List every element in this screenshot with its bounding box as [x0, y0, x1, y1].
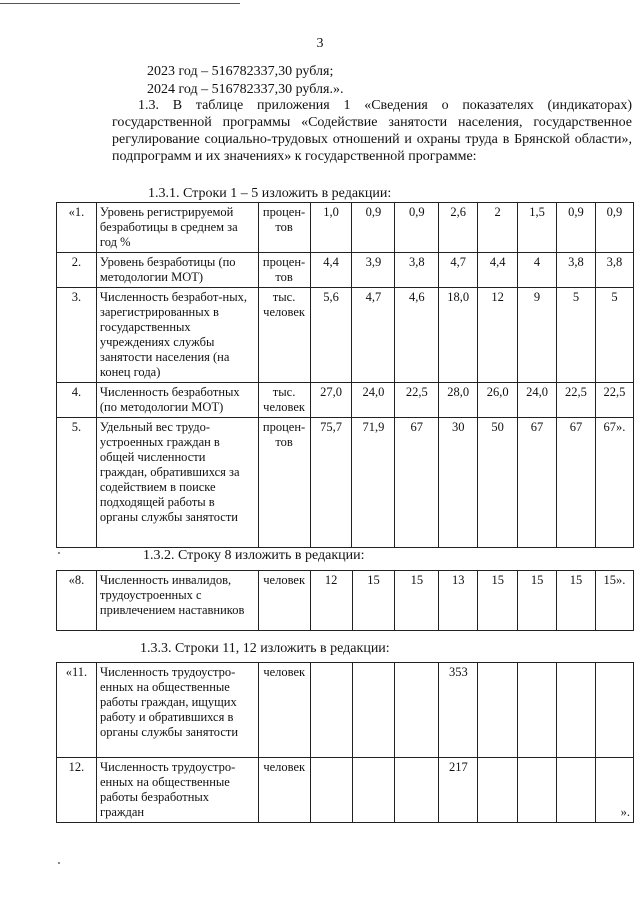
value-cell: 4 [518, 253, 557, 288]
value-cell: 15 [395, 571, 439, 631]
value-cell: 4,7 [352, 288, 395, 383]
page-number: 3 [316, 36, 324, 51]
value-cell [595, 663, 633, 758]
value-cell: 12 [478, 288, 518, 383]
value-cell: 26,0 [478, 383, 518, 418]
value-cell [557, 758, 596, 823]
value-cell: 4,7 [439, 253, 478, 288]
value-cell: 15 [557, 571, 596, 631]
value-cell [395, 663, 439, 758]
scan-speck [58, 552, 60, 554]
indicator-name-cell: Уровень регистрируемой безработицы в среднем за год % [96, 203, 258, 253]
subsection-1-3-3: 1.3.3. Строки 11, 12 изложить в редакции: [140, 641, 390, 656]
value-cell: 3,9 [352, 253, 395, 288]
value-cell [352, 663, 395, 758]
paragraph-1-3 [112, 97, 632, 165]
unit-cell: тыс. человек [258, 383, 310, 418]
value-cell: 18,0 [439, 288, 478, 383]
value-cell: 22,5 [595, 383, 633, 418]
indicator-name-cell: Численность безработных (по методологии МОТ) [96, 383, 258, 418]
unit-cell: человек [258, 571, 310, 631]
value-cell: 28,0 [439, 383, 478, 418]
value-cell: 22,5 [557, 383, 596, 418]
value-cell: 353 [439, 663, 478, 758]
value-cell [518, 758, 557, 823]
value-cell: 30 [439, 418, 478, 548]
row-number-cell: «8. [57, 571, 97, 631]
value-cell [352, 758, 395, 823]
unit-cell: человек [258, 758, 310, 823]
value-cell [310, 758, 352, 823]
value-cell: ». [595, 758, 633, 823]
table-row [57, 663, 634, 758]
row-number-cell: 3. [57, 288, 97, 383]
value-cell: 67». [595, 418, 633, 548]
value-cell: 24,0 [352, 383, 395, 418]
value-cell: 27,0 [310, 383, 352, 418]
budget-2024-line: 2024 год – 516782337,30 рубля.». [147, 82, 344, 97]
value-cell: 22,5 [395, 383, 439, 418]
value-cell [395, 758, 439, 823]
value-cell [478, 663, 518, 758]
value-cell: 71,9 [352, 418, 395, 548]
subsection-1-3-1: 1.3.1. Строки 1 – 5 изложить в редакции: [148, 186, 392, 201]
row-number-cell: «1. [57, 203, 97, 253]
value-cell: 0,9 [595, 203, 633, 253]
indicator-name-cell: Численность трудоустро-енных на общественные работы граждан, ищущих работу и обратившихся в органы службы занятости [96, 663, 258, 758]
value-cell: 217 [439, 758, 478, 823]
value-cell: 1,0 [310, 203, 352, 253]
value-cell: 5 [557, 288, 596, 383]
value-cell: 15 [478, 571, 518, 631]
value-cell: 2,6 [439, 203, 478, 253]
unit-cell: человек [258, 663, 310, 758]
subsection-1-3-2: 1.3.2. Строку 8 изложить в редакции: [143, 548, 365, 563]
value-cell: 75,7 [310, 418, 352, 548]
paragraph-1-3-text: 1.3. В таблице приложения 1 «Сведения о показателях (индикаторах) государственной программы «Содействие занятости населения, государственное регулирование социально-трудовых отношений и охраны труда в Брянской области», подпрограмм и их значениях» к государственной программе: [112, 98, 632, 164]
value-cell: 24,0 [518, 383, 557, 418]
table-row [57, 288, 634, 383]
unit-cell: тыс. человек [258, 288, 310, 383]
indicator-name-cell: Численность инвалидов, трудоустроенных с привлечением наставников [96, 571, 258, 631]
table-row [57, 203, 634, 253]
value-cell: 3,8 [595, 253, 633, 288]
table-row [57, 571, 634, 631]
value-cell: 2 [478, 203, 518, 253]
value-cell: 15». [595, 571, 633, 631]
value-cell: 9 [518, 288, 557, 383]
indicator-name-cell: Численность безработ-ных, зарегистрированных в государственных учреждениях службы занятости населения (на конец года) [96, 288, 258, 383]
indicators-table-rows-11-12 [56, 662, 634, 823]
indicator-name-cell: Численность трудоустро-енных на общественные работы безработных граждан [96, 758, 258, 823]
value-cell: 50 [478, 418, 518, 548]
value-cell: 4,4 [310, 253, 352, 288]
indicator-name-cell: Уровень безработицы (по методологии МОТ) [96, 253, 258, 288]
value-cell: 3,8 [395, 253, 439, 288]
scan-speck [58, 862, 60, 864]
budget-2023-line: 2023 год – 516782337,30 рубля; [147, 64, 334, 79]
table-row [57, 418, 634, 548]
table-row [57, 253, 634, 288]
value-cell: 0,9 [352, 203, 395, 253]
value-cell: 67 [518, 418, 557, 548]
table-row [57, 383, 634, 418]
unit-cell: процен-тов [258, 418, 310, 548]
indicators-table-row-8 [56, 570, 634, 631]
value-cell [478, 758, 518, 823]
row-number-cell: 5. [57, 418, 97, 548]
row-number-cell: 12. [57, 758, 97, 823]
indicators-table-rows-1-5 [56, 202, 634, 548]
value-cell: 5 [595, 288, 633, 383]
table-row [57, 758, 634, 823]
value-cell [557, 663, 596, 758]
value-cell: 5,6 [310, 288, 352, 383]
value-cell: 4,4 [478, 253, 518, 288]
value-cell: 0,9 [557, 203, 596, 253]
value-cell [310, 663, 352, 758]
row-number-cell: 4. [57, 383, 97, 418]
row-number-cell: 2. [57, 253, 97, 288]
value-cell: 1,5 [518, 203, 557, 253]
value-cell: 0,9 [395, 203, 439, 253]
value-cell: 15 [518, 571, 557, 631]
value-cell: 4,6 [395, 288, 439, 383]
unit-cell: процен-тов [258, 203, 310, 253]
row-number-cell: «11. [57, 663, 97, 758]
unit-cell: процен-тов [258, 253, 310, 288]
top-border-line [0, 3, 240, 4]
value-cell: 15 [352, 571, 395, 631]
value-cell: 67 [557, 418, 596, 548]
value-cell: 3,8 [557, 253, 596, 288]
value-cell: 67 [395, 418, 439, 548]
value-cell: 13 [439, 571, 478, 631]
indicator-name-cell: Удельный вес трудо-устроенных граждан в общей численности граждан, обратившихся за содействием в поиске подходящей работы в органы службы занятости [96, 418, 258, 548]
value-cell [518, 663, 557, 758]
value-cell: 12 [310, 571, 352, 631]
